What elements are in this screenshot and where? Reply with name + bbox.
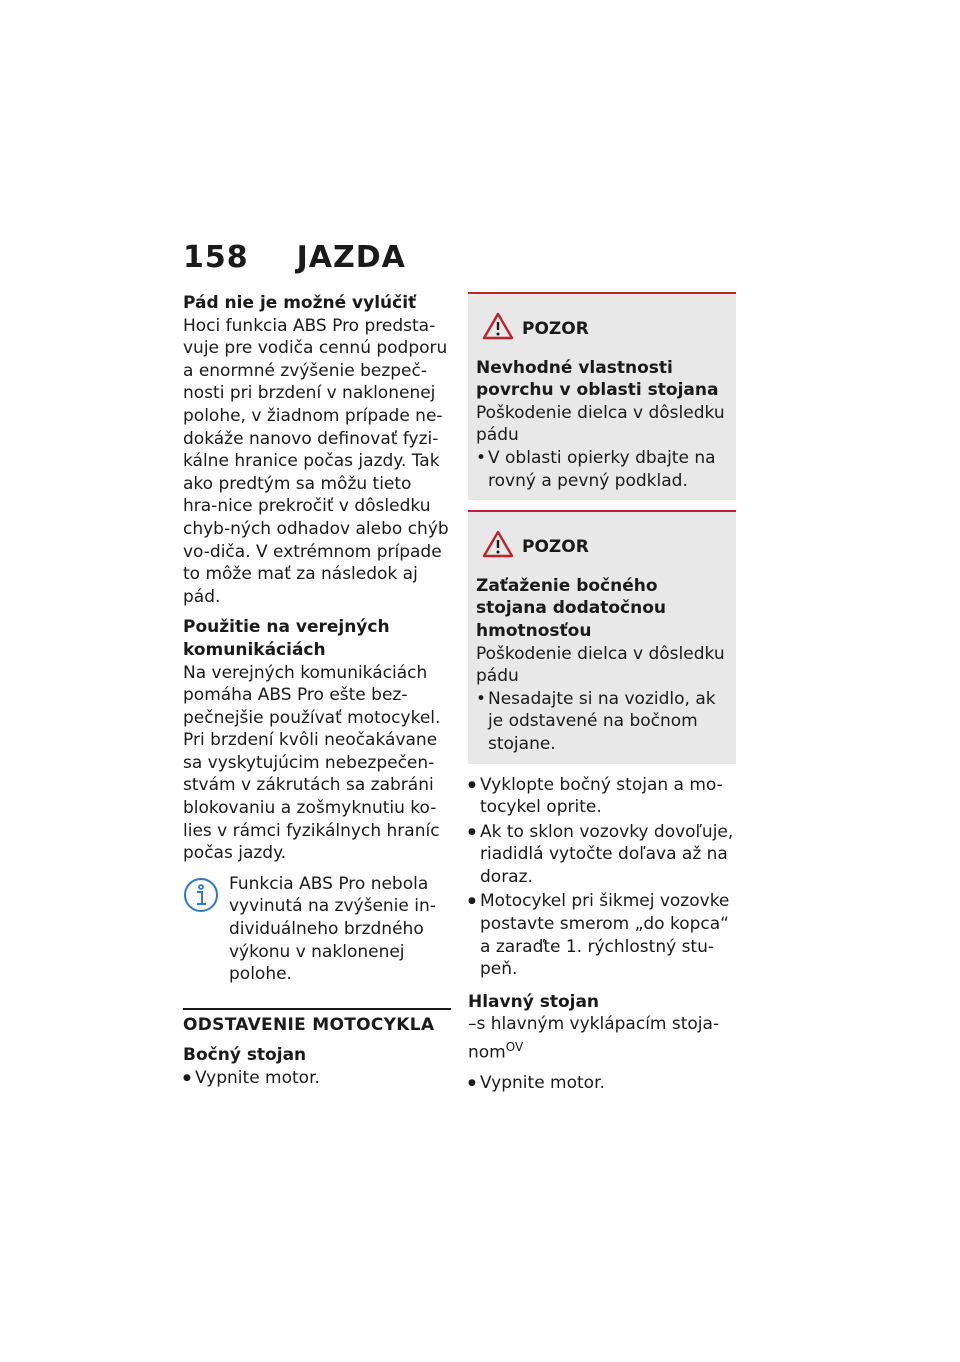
page-number: 158: [183, 240, 249, 275]
warning-box: [468, 292, 736, 500]
left-column: [183, 292, 451, 1092]
dash-item: [468, 1013, 736, 1064]
right-column: [468, 292, 736, 1097]
section-title: ODSTAVENIE MOTOCYKLA: [183, 1014, 435, 1035]
list-item: ● Vypnite motor.: [183, 1067, 451, 1090]
page-header: [183, 240, 406, 275]
warning-heading: Zaťaženie bočného stojana dodatočnou hmotnosťou: [476, 575, 666, 641]
warning-heading: Nevhodné vlastnosti povrchu v oblasti stojana: [476, 357, 719, 401]
section-divider: [183, 1008, 451, 1037]
paragraph: Hoci funkcia ABS Pro predsta-vuje pre vodiča cennú podporu a enormné zvýšenie bezpeč-nosti pri brzdení v naklonenej polohe, v žiadnom prípade ne-dokáže nanovo definovať fyzi-kálne hranice počas jazdy. Tak ako predtým sa môžu tieto hra-nice prekročiť v dôsledku chyb-ných odhadov alebo chýb vo-diča. V extrémnom prípade to môže mať za následok aj pád.: [183, 315, 449, 607]
warning-bullet: • V oblasti opierky dbajte na rovný a pevný podklad.: [476, 447, 728, 492]
list-item: ● Motocykel pri šikmej vozovke postavte smerom „do kopca“ a zaraďte 1. rýchlostný stu-peň.: [468, 890, 736, 980]
section-heading: Použitie na verejných komunikáciách: [183, 617, 390, 660]
warning-title: POZOR: [522, 319, 589, 339]
warning-text: Poškodenie dielca v dôsledku pádu: [476, 643, 725, 687]
superscript: OV: [505, 1040, 524, 1055]
section-heading: Bočný stojan: [183, 1045, 307, 1066]
list-item: ● Ak to sklon vozovky dovoľuje, riadidlá vytočte doľava až na doraz.: [468, 821, 736, 889]
section-heading: Pád nie je možné vylúčiť: [183, 293, 417, 313]
warning-triangle-icon: [482, 530, 514, 565]
list-item: ● Vyklopte bočný stojan a mo-tocykel oprite.: [468, 774, 736, 819]
warning-box: [468, 510, 736, 763]
section-heading: Hlavný stojan: [468, 991, 600, 1012]
list-item: ● Vypnite motor.: [468, 1072, 736, 1095]
info-note: [183, 873, 451, 994]
dash-text: –s hlavným vyklápacím stoja-nom: [468, 1014, 720, 1063]
chapter-title: JAZDA: [296, 240, 406, 275]
paragraph: Na verejných komunikáciách pomáha ABS Pro ešte bez-pečnejšie používať motocykel. Pri brzdení kvôli neočakávane sa vyskytujúcim nebezpečen-stvám v zákrutách sa zabráni blokovaniu a zošmyknutiu ko-lies v rámci fyzikálnych hraníc počas jazdy.: [183, 662, 441, 864]
note-text: Funkcia ABS Pro nebola vyvinutá na zvýšenie in-dividuálneho brzdného výkonu v naklonenej polohe.: [229, 873, 436, 985]
warning-bullet: • Nesadajte si na vozidlo, ak je odstavené na bočnom stojane.: [476, 688, 728, 756]
warning-text: Poškodenie dielca v dôsledku pádu: [476, 402, 725, 446]
warning-triangle-icon: [482, 312, 514, 347]
warning-title: POZOR: [522, 537, 589, 558]
info-icon: [183, 873, 221, 994]
